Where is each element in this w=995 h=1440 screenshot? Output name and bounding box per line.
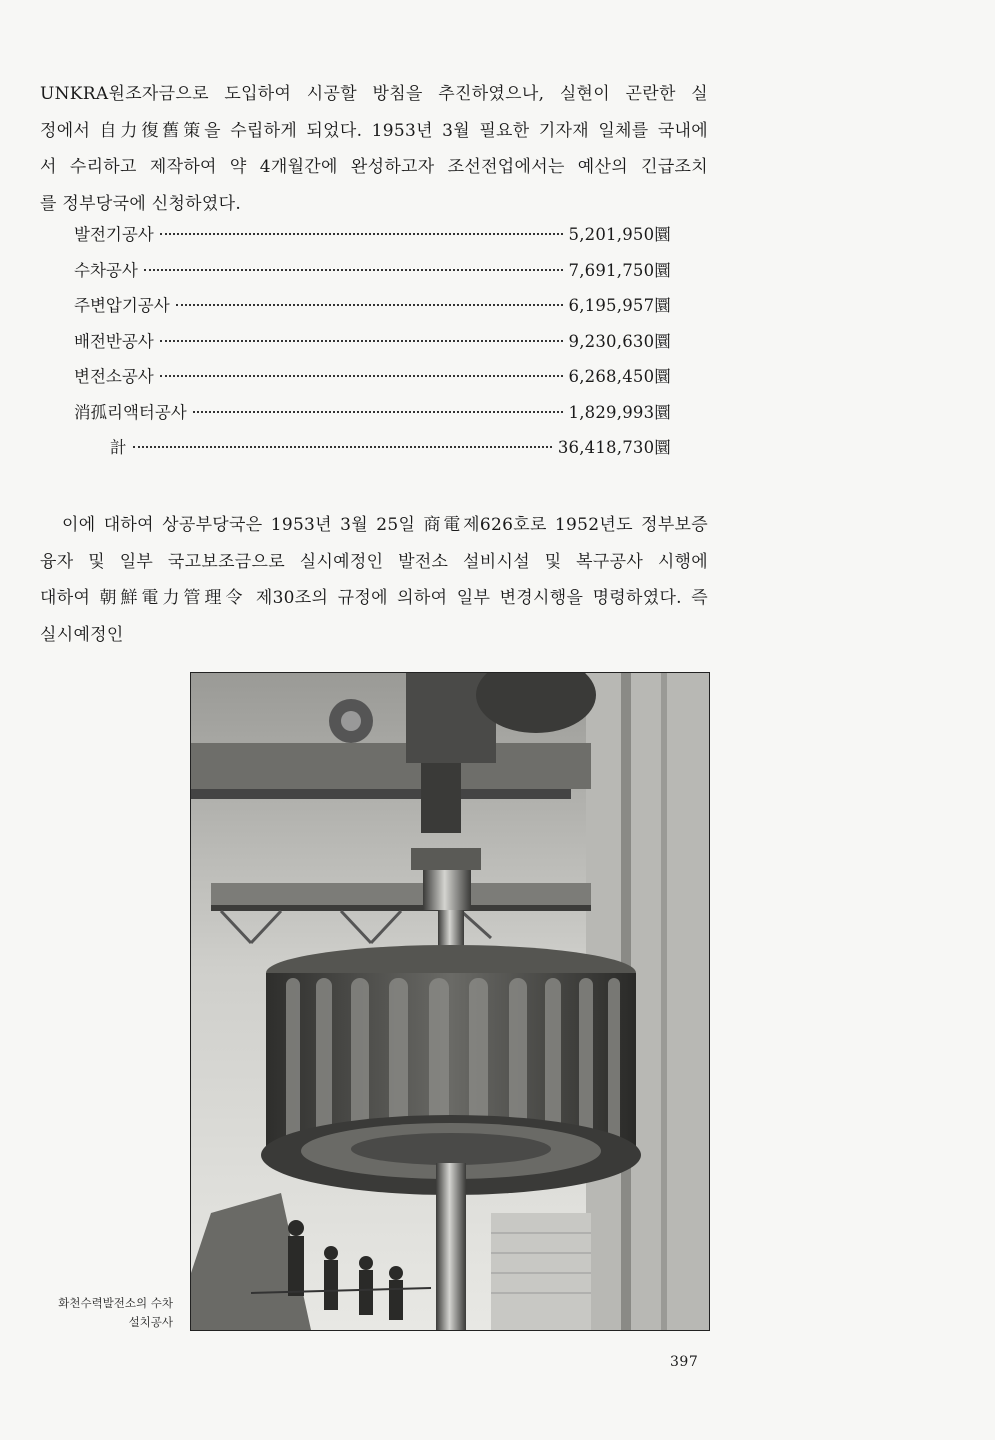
paragraph-line: 서 수리하고 제작하여 약 4개월간에 완성하고자 조선전업에서는 예산의 긴급조치	[40, 157, 708, 177]
cost-item-label: 발전기공사	[74, 225, 154, 244]
paragraph-line: 융자 및 일부 국고보조금으로 실시예정인 발전소 설비시설 및 복구공사 시행에	[40, 551, 708, 572]
cost-item-label: 주변압기공사	[74, 296, 170, 315]
cost-total-row	[74, 434, 671, 470]
dotted-leader	[193, 411, 563, 413]
cost-row	[74, 292, 671, 328]
cost-row	[74, 399, 671, 435]
photo-illustration	[191, 673, 709, 1330]
body-paragraph-1	[40, 76, 708, 222]
cost-row	[74, 257, 671, 293]
paragraph-line: UNKRA원조자금으로 도입하여 시공할 방침을 추진하였으나, 실현이 곤란한 실	[40, 84, 708, 104]
cost-item-amount: 9,230,630圜	[568, 331, 671, 351]
body-paragraph-2	[40, 507, 708, 653]
cost-item-amount: 6,195,957圜	[568, 296, 671, 315]
dotted-leader	[160, 233, 563, 235]
cost-item-amount: 5,201,950圜	[568, 225, 671, 244]
cost-row	[74, 363, 671, 399]
dotted-leader	[176, 304, 563, 306]
paragraph-line: 정에서 自力復舊策을 수립하게 되었다. 1953년 3월 필요한 기자재 일체를 국내에	[40, 120, 708, 141]
cost-total-amount: 36,418,730圜	[557, 438, 671, 457]
cost-item-label: 변전소공사	[74, 367, 154, 386]
dotted-leader	[133, 446, 552, 448]
construction-cost-list	[74, 221, 671, 470]
paragraph-line: 대하여 朝鮮電力管理令 제30조의 규정에 의하여 일부 변경시행을 명령하였다. 즉	[40, 588, 708, 608]
paragraph-line: 이에 대하여 상공부당국은 1953년 3월 25일 商電제626호로 1952년도 정부보증	[62, 515, 708, 535]
cost-item-label: 수차공사	[74, 260, 138, 280]
cost-item-amount: 6,268,450圜	[568, 367, 671, 386]
cost-item-amount: 1,829,993圜	[568, 402, 671, 422]
dotted-leader	[160, 340, 563, 342]
caption-line: 화천수력발전소의 수차	[58, 1296, 173, 1310]
page-number: 397	[670, 1354, 699, 1370]
turbine-installation-photo	[190, 672, 710, 1331]
cost-item-label: 消孤리액터공사	[74, 402, 187, 422]
cost-item-label: 배전반공사	[74, 331, 154, 351]
dotted-leader	[144, 269, 563, 271]
caption-line: 설치공사	[128, 1315, 173, 1329]
cost-row	[74, 328, 671, 364]
cost-item-amount: 7,691,750圜	[568, 260, 671, 280]
cost-total-label: 計	[110, 438, 127, 457]
paragraph-line: 를 정부당국에 신청하였다.	[40, 193, 242, 214]
paragraph-line: 실시예정인	[40, 624, 124, 645]
cost-row	[74, 221, 671, 257]
dotted-leader	[160, 375, 563, 377]
photo-caption	[0, 1294, 173, 1332]
